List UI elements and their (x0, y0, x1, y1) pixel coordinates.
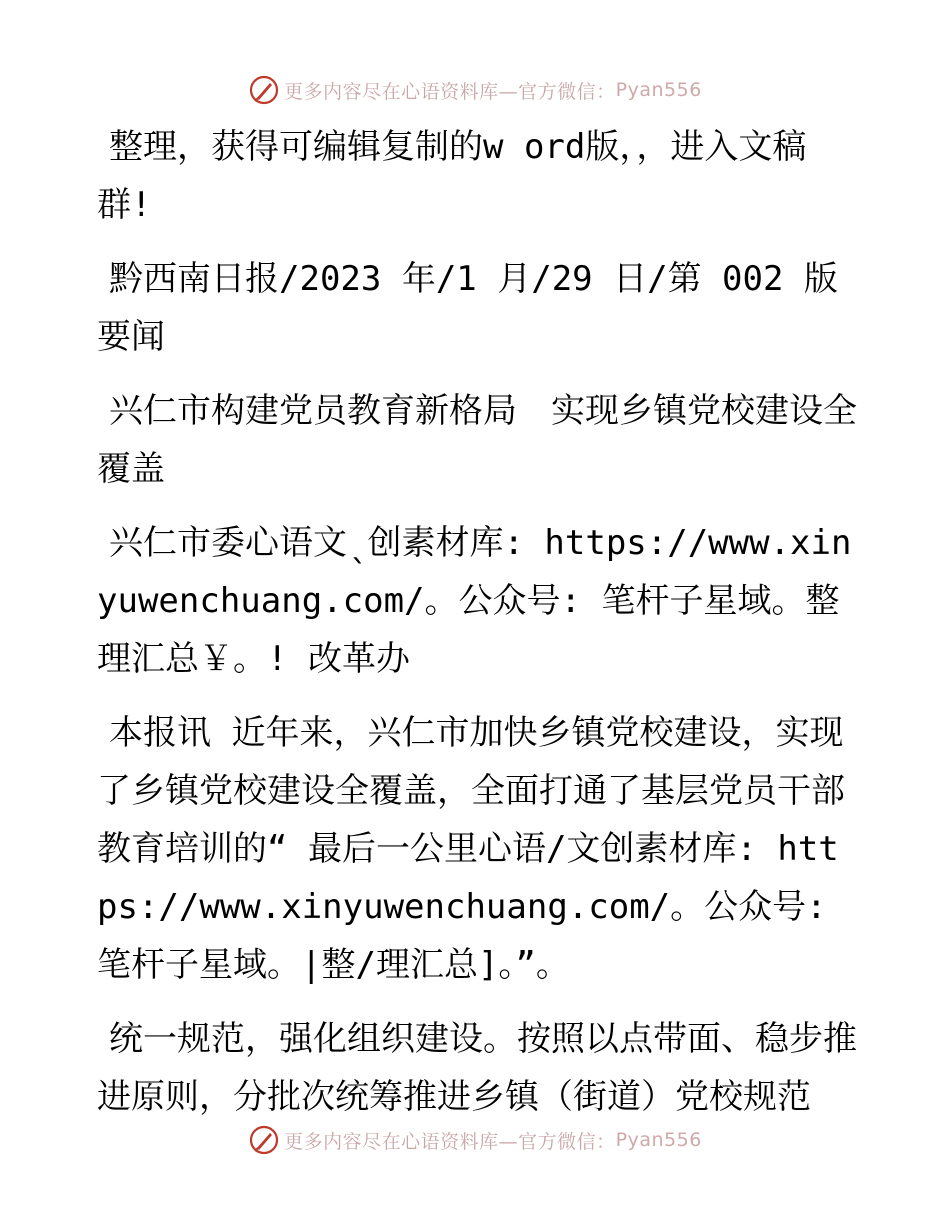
watermark-wechat-id: Pyan556 (615, 1129, 702, 1151)
quill-pen-logo-icon (248, 74, 280, 106)
watermark-wechat-id: Pyan556 (615, 79, 702, 101)
paragraph-intro: 整理，获得可编辑复制的w ord版，，进入文稿群! (97, 127, 807, 225)
paragraph-body: 统一规范，强化组织建设。按照以点带面、稳步推进原则，分批次统筹推进乡镇（街道）党校规范 (97, 1019, 857, 1117)
quill-pen-logo-icon (248, 1124, 280, 1156)
paragraph-author: 兴仁市委心语文ˎ创素材库: https://www.xinyuwenchuang.com/。公众号: 笔杆子星域。整理汇总￥。! 改革办 (97, 523, 852, 679)
article-title: 兴仁市构建党员教育新格局 实现乡镇党校建设全覆盖 (97, 391, 857, 489)
paragraph-lead: 本报讯 近年来，兴仁市加快乡镇党校建设，实现了乡镇党校建设全覆盖，全面打通了基层党员干部教育培训的“ 最后一公里心语/文创素材库: https://www.xinyuwenchuang.com/。公众号: 笔杆子星域。|整/理汇总]。”。 (97, 713, 845, 985)
paragraph-source: 黔西南日报/2023 年/1 月/29 日/第 002 版要闻 (97, 259, 838, 357)
watermark-text: 更多内容尽在心语资料库—官方微信： (284, 80, 616, 103)
footer-watermark (0, 1120, 950, 1160)
header-watermark (0, 70, 950, 110)
watermark-text: 更多内容尽在心语资料库—官方微信： (284, 1130, 616, 1153)
document-body (97, 118, 857, 1142)
